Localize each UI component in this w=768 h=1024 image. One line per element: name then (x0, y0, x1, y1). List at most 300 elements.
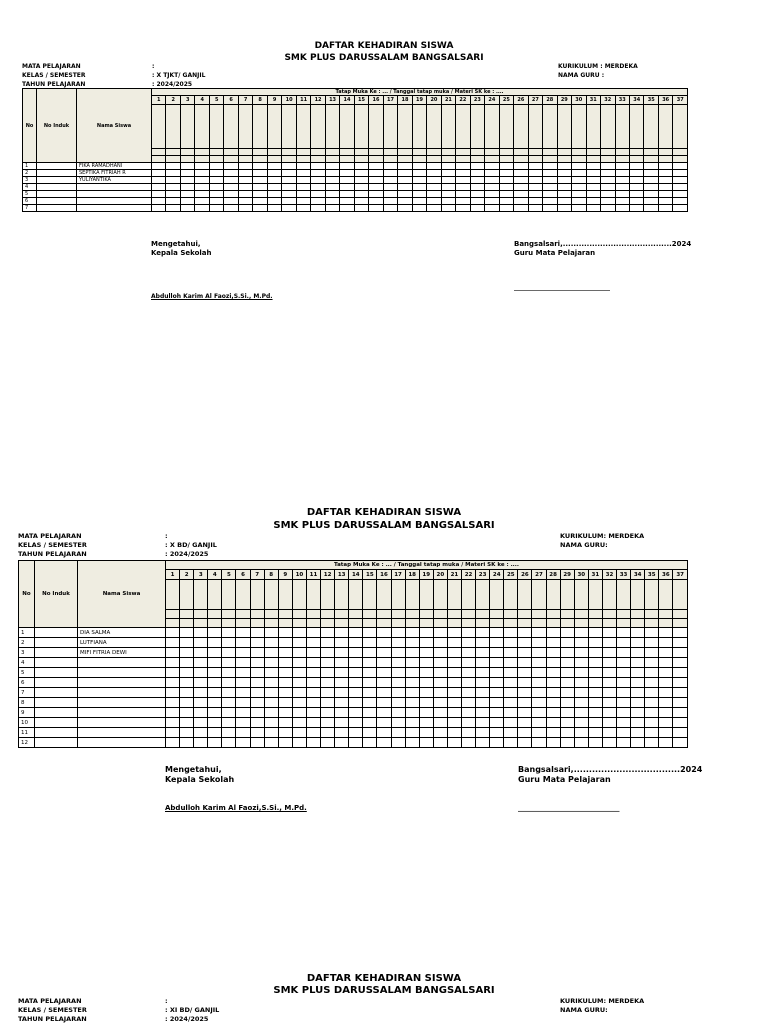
attendance-cell[interactable] (224, 205, 238, 212)
attendance-cell[interactable] (461, 718, 475, 728)
attendance-cell[interactable] (574, 658, 588, 668)
student-name-cell[interactable] (78, 728, 166, 738)
attendance-cell[interactable] (363, 698, 377, 708)
attendance-cell[interactable] (236, 698, 250, 708)
attendance-cell[interactable] (673, 708, 688, 718)
attendance-cell[interactable] (166, 698, 180, 708)
attendance-cell[interactable] (194, 628, 208, 638)
attendance-cell[interactable] (253, 191, 267, 198)
attendance-cell[interactable] (504, 688, 518, 698)
attendance-cell[interactable] (209, 163, 223, 170)
attendance-cell[interactable] (278, 698, 292, 708)
attendance-cell[interactable] (490, 728, 504, 738)
attendance-cell[interactable] (311, 198, 325, 205)
attendance-cell[interactable] (427, 205, 441, 212)
attendance-cell[interactable] (209, 205, 223, 212)
student-id-cell[interactable] (35, 738, 78, 748)
attendance-cell[interactable] (659, 718, 673, 728)
attendance-cell[interactable] (447, 738, 461, 748)
attendance-cell[interactable] (631, 658, 645, 668)
attendance-cell[interactable] (419, 678, 433, 688)
attendance-cell[interactable] (391, 718, 405, 728)
attendance-cell[interactable] (250, 658, 264, 668)
attendance-cell[interactable] (644, 198, 658, 205)
attendance-cell[interactable] (615, 170, 629, 177)
attendance-cell[interactable] (377, 718, 391, 728)
attendance-cell[interactable] (588, 708, 602, 718)
attendance-cell[interactable] (514, 177, 528, 184)
attendance-cell[interactable] (602, 688, 616, 698)
attendance-cell[interactable] (250, 688, 264, 698)
attendance-cell[interactable] (292, 658, 306, 668)
attendance-cell[interactable] (447, 688, 461, 698)
attendance-cell[interactable] (222, 718, 236, 728)
attendance-cell[interactable] (499, 163, 513, 170)
attendance-cell[interactable] (557, 205, 571, 212)
attendance-cell[interactable] (447, 638, 461, 648)
attendance-cell[interactable] (546, 628, 560, 638)
attendance-cell[interactable] (278, 628, 292, 638)
attendance-cell[interactable] (617, 638, 631, 648)
attendance-cell[interactable] (588, 668, 602, 678)
attendance-cell[interactable] (321, 638, 335, 648)
attendance-cell[interactable] (267, 163, 281, 170)
attendance-cell[interactable] (180, 688, 194, 698)
attendance-cell[interactable] (383, 177, 397, 184)
attendance-cell[interactable] (476, 638, 490, 648)
attendance-cell[interactable] (267, 191, 281, 198)
attendance-cell[interactable] (321, 718, 335, 728)
attendance-cell[interactable] (532, 648, 546, 658)
attendance-cell[interactable] (532, 628, 546, 638)
attendance-cell[interactable] (306, 728, 320, 738)
attendance-cell[interactable] (349, 668, 363, 678)
attendance-cell[interactable] (166, 668, 180, 678)
attendance-cell[interactable] (264, 708, 278, 718)
attendance-cell[interactable] (485, 191, 499, 198)
attendance-cell[interactable] (224, 163, 238, 170)
student-name-cell[interactable] (77, 205, 152, 212)
attendance-cell[interactable] (363, 668, 377, 678)
attendance-cell[interactable] (369, 191, 383, 198)
attendance-cell[interactable] (499, 191, 513, 198)
attendance-cell[interactable] (588, 658, 602, 668)
attendance-cell[interactable] (264, 658, 278, 668)
attendance-cell[interactable] (391, 648, 405, 658)
attendance-cell[interactable] (615, 198, 629, 205)
attendance-cell[interactable] (208, 638, 222, 648)
attendance-cell[interactable] (574, 698, 588, 708)
attendance-cell[interactable] (306, 698, 320, 708)
attendance-cell[interactable] (311, 184, 325, 191)
attendance-cell[interactable] (321, 668, 335, 678)
attendance-cell[interactable] (398, 163, 412, 170)
attendance-cell[interactable] (208, 678, 222, 688)
attendance-cell[interactable] (180, 698, 194, 708)
attendance-cell[interactable] (405, 708, 419, 718)
attendance-cell[interactable] (447, 628, 461, 638)
attendance-cell[interactable] (224, 170, 238, 177)
attendance-cell[interactable] (485, 170, 499, 177)
attendance-cell[interactable] (673, 638, 688, 648)
attendance-cell[interactable] (282, 205, 296, 212)
attendance-cell[interactable] (574, 728, 588, 738)
attendance-cell[interactable] (354, 163, 368, 170)
student-name-cell[interactable] (78, 718, 166, 728)
attendance-cell[interactable] (222, 628, 236, 638)
attendance-cell[interactable] (405, 658, 419, 668)
attendance-cell[interactable] (419, 668, 433, 678)
attendance-cell[interactable] (383, 198, 397, 205)
attendance-cell[interactable] (180, 658, 194, 668)
attendance-cell[interactable] (340, 205, 354, 212)
attendance-cell[interactable] (264, 728, 278, 738)
attendance-cell[interactable] (208, 738, 222, 748)
attendance-cell[interactable] (586, 191, 600, 198)
attendance-cell[interactable] (543, 177, 557, 184)
attendance-cell[interactable] (588, 678, 602, 688)
attendance-cell[interactable] (292, 638, 306, 648)
attendance-cell[interactable] (340, 191, 354, 198)
attendance-cell[interactable] (560, 728, 574, 738)
attendance-cell[interactable] (412, 184, 426, 191)
attendance-cell[interactable] (588, 718, 602, 728)
attendance-cell[interactable] (209, 184, 223, 191)
attendance-cell[interactable] (222, 688, 236, 698)
student-name-cell[interactable] (78, 658, 166, 668)
attendance-cell[interactable] (335, 678, 349, 688)
attendance-cell[interactable] (195, 205, 209, 212)
attendance-cell[interactable] (644, 177, 658, 184)
attendance-cell[interactable] (433, 698, 447, 708)
attendance-cell[interactable] (617, 628, 631, 638)
attendance-cell[interactable] (166, 738, 180, 748)
attendance-cell[interactable] (166, 628, 180, 638)
attendance-cell[interactable] (152, 170, 166, 177)
attendance-cell[interactable] (586, 170, 600, 177)
attendance-cell[interactable] (349, 658, 363, 668)
attendance-cell[interactable] (518, 688, 532, 698)
attendance-cell[interactable] (659, 688, 673, 698)
attendance-cell[interactable] (349, 688, 363, 698)
attendance-cell[interactable] (391, 738, 405, 748)
attendance-cell[interactable] (194, 678, 208, 688)
attendance-cell[interactable] (615, 205, 629, 212)
attendance-cell[interactable] (504, 628, 518, 638)
attendance-cell[interactable] (447, 658, 461, 668)
attendance-cell[interactable] (574, 678, 588, 688)
attendance-cell[interactable] (335, 628, 349, 638)
attendance-cell[interactable] (557, 198, 571, 205)
attendance-cell[interactable] (504, 698, 518, 708)
attendance-cell[interactable] (572, 163, 586, 170)
attendance-cell[interactable] (321, 678, 335, 688)
attendance-cell[interactable] (354, 184, 368, 191)
attendance-cell[interactable] (236, 638, 250, 648)
attendance-cell[interactable] (335, 648, 349, 658)
attendance-cell[interactable] (321, 728, 335, 738)
attendance-cell[interactable] (349, 738, 363, 748)
attendance-cell[interactable] (391, 698, 405, 708)
attendance-cell[interactable] (560, 668, 574, 678)
attendance-cell[interactable] (321, 708, 335, 718)
attendance-cell[interactable] (601, 177, 615, 184)
attendance-cell[interactable] (629, 163, 643, 170)
attendance-cell[interactable] (588, 738, 602, 748)
attendance-cell[interactable] (490, 688, 504, 698)
attendance-cell[interactable] (250, 678, 264, 688)
attendance-cell[interactable] (447, 668, 461, 678)
attendance-cell[interactable] (546, 678, 560, 688)
attendance-cell[interactable] (560, 648, 574, 658)
attendance-cell[interactable] (267, 184, 281, 191)
attendance-cell[interactable] (180, 668, 194, 678)
attendance-cell[interactable] (349, 678, 363, 688)
attendance-cell[interactable] (391, 658, 405, 668)
attendance-cell[interactable] (659, 678, 673, 688)
attendance-cell[interactable] (412, 170, 426, 177)
attendance-cell[interactable] (377, 708, 391, 718)
attendance-cell[interactable] (166, 205, 180, 212)
attendance-cell[interactable] (629, 184, 643, 191)
attendance-cell[interactable] (499, 177, 513, 184)
attendance-cell[interactable] (560, 638, 574, 648)
attendance-cell[interactable] (194, 728, 208, 738)
attendance-cell[interactable] (405, 648, 419, 658)
attendance-cell[interactable] (485, 205, 499, 212)
attendance-cell[interactable] (253, 205, 267, 212)
attendance-cell[interactable] (602, 628, 616, 638)
attendance-cell[interactable] (166, 688, 180, 698)
attendance-cell[interactable] (250, 698, 264, 708)
attendance-cell[interactable] (659, 668, 673, 678)
student-name-cell[interactable] (77, 191, 152, 198)
attendance-cell[interactable] (528, 177, 542, 184)
attendance-cell[interactable] (391, 688, 405, 698)
student-id-cell[interactable] (35, 668, 78, 678)
attendance-cell[interactable] (363, 648, 377, 658)
attendance-cell[interactable] (532, 728, 546, 738)
attendance-cell[interactable] (267, 170, 281, 177)
attendance-cell[interactable] (490, 638, 504, 648)
attendance-cell[interactable] (673, 698, 688, 708)
attendance-cell[interactable] (546, 648, 560, 658)
attendance-cell[interactable] (433, 728, 447, 738)
attendance-cell[interactable] (518, 708, 532, 718)
attendance-cell[interactable] (208, 708, 222, 718)
attendance-cell[interactable] (518, 638, 532, 648)
attendance-cell[interactable] (236, 738, 250, 748)
attendance-cell[interactable] (518, 658, 532, 668)
attendance-cell[interactable] (264, 638, 278, 648)
attendance-cell[interactable] (518, 718, 532, 728)
attendance-cell[interactable] (433, 678, 447, 688)
attendance-cell[interactable] (180, 708, 194, 718)
attendance-cell[interactable] (419, 658, 433, 668)
attendance-cell[interactable] (532, 738, 546, 748)
attendance-cell[interactable] (476, 708, 490, 718)
attendance-cell[interactable] (572, 191, 586, 198)
attendance-cell[interactable] (518, 738, 532, 748)
attendance-cell[interactable] (180, 170, 194, 177)
attendance-cell[interactable] (180, 628, 194, 638)
attendance-cell[interactable] (586, 184, 600, 191)
attendance-cell[interactable] (461, 708, 475, 718)
student-name-cell[interactable]: DIA SALMA (78, 628, 166, 638)
attendance-cell[interactable] (398, 198, 412, 205)
attendance-cell[interactable] (490, 678, 504, 688)
attendance-cell[interactable] (419, 718, 433, 728)
attendance-cell[interactable] (427, 184, 441, 191)
attendance-cell[interactable] (645, 648, 659, 658)
attendance-cell[interactable] (441, 184, 455, 191)
attendance-cell[interactable] (278, 638, 292, 648)
attendance-cell[interactable] (602, 738, 616, 748)
student-id-cell[interactable] (35, 678, 78, 688)
attendance-cell[interactable] (572, 205, 586, 212)
attendance-cell[interactable] (546, 718, 560, 728)
attendance-cell[interactable] (617, 738, 631, 748)
student-name-cell[interactable] (78, 688, 166, 698)
attendance-cell[interactable] (631, 678, 645, 688)
attendance-cell[interactable] (601, 184, 615, 191)
attendance-cell[interactable] (644, 184, 658, 191)
attendance-cell[interactable] (629, 205, 643, 212)
attendance-cell[interactable] (528, 205, 542, 212)
attendance-cell[interactable] (377, 668, 391, 678)
attendance-cell[interactable] (490, 698, 504, 708)
attendance-cell[interactable] (447, 718, 461, 728)
attendance-cell[interactable] (532, 698, 546, 708)
attendance-cell[interactable] (588, 648, 602, 658)
attendance-cell[interactable] (236, 648, 250, 658)
attendance-cell[interactable] (433, 738, 447, 748)
attendance-cell[interactable] (631, 688, 645, 698)
attendance-cell[interactable] (586, 163, 600, 170)
attendance-cell[interactable] (490, 708, 504, 718)
attendance-cell[interactable] (335, 658, 349, 668)
attendance-cell[interactable] (264, 738, 278, 748)
attendance-cell[interactable] (560, 708, 574, 718)
attendance-cell[interactable] (504, 648, 518, 658)
attendance-cell[interactable] (208, 648, 222, 658)
attendance-cell[interactable] (631, 728, 645, 738)
attendance-cell[interactable] (441, 163, 455, 170)
attendance-cell[interactable] (602, 728, 616, 738)
attendance-cell[interactable] (470, 198, 484, 205)
attendance-cell[interactable] (208, 658, 222, 668)
attendance-cell[interactable] (485, 198, 499, 205)
attendance-cell[interactable] (433, 708, 447, 718)
attendance-cell[interactable] (195, 198, 209, 205)
attendance-cell[interactable] (377, 698, 391, 708)
student-name-cell[interactable] (78, 668, 166, 678)
attendance-cell[interactable] (456, 198, 470, 205)
attendance-cell[interactable] (222, 658, 236, 668)
attendance-cell[interactable] (514, 198, 528, 205)
attendance-cell[interactable] (427, 163, 441, 170)
attendance-cell[interactable] (166, 163, 180, 170)
attendance-cell[interactable] (419, 698, 433, 708)
attendance-cell[interactable] (349, 638, 363, 648)
attendance-cell[interactable] (292, 688, 306, 698)
attendance-cell[interactable] (238, 170, 252, 177)
attendance-cell[interactable] (518, 678, 532, 688)
student-name-cell[interactable]: FIKA RAMADHANI (77, 163, 152, 170)
attendance-cell[interactable] (335, 668, 349, 678)
attendance-cell[interactable] (335, 698, 349, 708)
student-name-cell[interactable]: SEPTIKA FITRIAH R (77, 170, 152, 177)
attendance-cell[interactable] (195, 163, 209, 170)
attendance-cell[interactable] (543, 191, 557, 198)
attendance-cell[interactable] (236, 728, 250, 738)
attendance-cell[interactable] (504, 668, 518, 678)
attendance-cell[interactable] (476, 658, 490, 668)
attendance-cell[interactable] (194, 668, 208, 678)
attendance-cell[interactable] (456, 205, 470, 212)
attendance-cell[interactable] (267, 177, 281, 184)
attendance-cell[interactable] (194, 708, 208, 718)
attendance-cell[interactable] (574, 718, 588, 728)
attendance-cell[interactable] (528, 191, 542, 198)
attendance-cell[interactable] (557, 191, 571, 198)
attendance-cell[interactable] (349, 728, 363, 738)
attendance-cell[interactable] (282, 163, 296, 170)
attendance-cell[interactable] (321, 688, 335, 698)
attendance-cell[interactable] (180, 177, 194, 184)
attendance-cell[interactable] (673, 728, 688, 738)
attendance-cell[interactable] (659, 708, 673, 718)
attendance-cell[interactable] (629, 177, 643, 184)
student-name-cell[interactable]: LUTFIANA (78, 638, 166, 648)
attendance-cell[interactable] (194, 648, 208, 658)
attendance-cell[interactable] (152, 205, 166, 212)
attendance-cell[interactable] (586, 205, 600, 212)
attendance-cell[interactable] (644, 191, 658, 198)
attendance-cell[interactable] (306, 738, 320, 748)
attendance-cell[interactable] (601, 205, 615, 212)
attendance-cell[interactable] (354, 177, 368, 184)
attendance-cell[interactable] (574, 638, 588, 648)
attendance-cell[interactable] (398, 184, 412, 191)
attendance-cell[interactable] (209, 177, 223, 184)
attendance-cell[interactable] (369, 198, 383, 205)
attendance-cell[interactable] (433, 628, 447, 638)
attendance-cell[interactable] (602, 668, 616, 678)
attendance-cell[interactable] (476, 648, 490, 658)
attendance-cell[interactable] (152, 198, 166, 205)
attendance-cell[interactable] (470, 205, 484, 212)
attendance-cell[interactable] (208, 698, 222, 708)
attendance-cell[interactable] (456, 191, 470, 198)
attendance-cell[interactable] (557, 184, 571, 191)
attendance-cell[interactable] (673, 177, 688, 184)
attendance-cell[interactable] (236, 658, 250, 668)
attendance-cell[interactable] (546, 658, 560, 668)
attendance-cell[interactable] (532, 658, 546, 668)
attendance-cell[interactable] (572, 170, 586, 177)
attendance-cell[interactable] (528, 198, 542, 205)
attendance-cell[interactable] (194, 698, 208, 708)
student-name-cell[interactable] (78, 708, 166, 718)
attendance-cell[interactable] (363, 628, 377, 638)
attendance-cell[interactable] (617, 728, 631, 738)
attendance-cell[interactable] (238, 205, 252, 212)
attendance-cell[interactable] (456, 163, 470, 170)
attendance-cell[interactable] (306, 668, 320, 678)
attendance-cell[interactable] (645, 678, 659, 688)
attendance-cell[interactable] (250, 718, 264, 728)
